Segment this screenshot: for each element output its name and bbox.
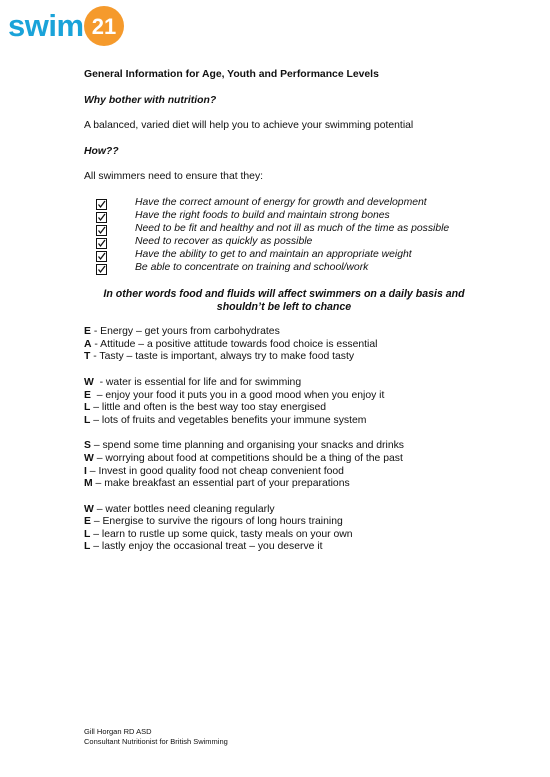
acronym-line [84,339,484,352]
checkbox-checked-icon [96,212,107,223]
checklist [84,197,484,275]
acronym-text: - Tasty – taste is important, always try to make food tasty [90,351,355,363]
swim21-logo [8,4,128,48]
logo-21-badge [82,4,126,48]
checklist-item [84,223,484,236]
acronym-text: – lots of fruits and vegetables benefits your immune system [90,414,367,426]
acronym-text: – enjoy your food it puts you in a good mood when you enjoy it [90,389,385,401]
checklist-item-text: Need to be fit and healthy and not ill as much of the time as possible [135,222,450,234]
checklist-item [84,236,484,249]
checklist-item [84,249,484,262]
checkbox-checked-icon [96,264,107,275]
acronym-letter: T [84,351,91,363]
callout-statement: In other words food and fluids will affect swimmers on a daily basis and shouldn’t be left to chance [103,287,465,313]
intro-text: A balanced, varied diet will help you to achieve your swimming potential [84,120,414,132]
checklist-item-text: Need to recover as quickly as possible [135,235,313,247]
author-footer [84,727,228,746]
acronym-well-2 [84,504,484,554]
acronym-line [84,466,484,479]
acronym-text: - Energy – get yours from carbohydrates [90,326,280,338]
acronym-text: - Attitude – a positive attitude towards food choice is essential [91,338,378,350]
acronym-text: – little and often is the best way too stay energised [90,402,327,414]
checklist-item [84,262,484,275]
checkbox-checked-icon [96,251,107,262]
acronym-line [84,377,484,390]
svg-text:21: 21 [91,14,117,39]
acronym-text: – learn to rustle up some quick, tasty meals on your own [90,528,353,540]
logo-wordmark: swim [8,8,84,43]
acronym-letter: W [84,503,94,515]
checklist-item-text: Have the right foods to build and maintain strong bones [135,209,390,221]
acronym-letter: W [84,376,94,388]
checklist-item-text: Be able to concentrate on training and school/work [135,261,369,273]
acronym-line [84,351,484,364]
author-role: Consultant Nutritionist for British Swimming [84,736,228,746]
acronym-text: – make breakfast an essential part of your preparations [92,478,350,490]
acronym-letter: A [84,338,92,350]
acronym-text: – Invest in good quality food not cheap convenient food [86,465,344,477]
acronym-letter: L [84,402,91,414]
page-title: General Information for Age, Youth and Performance Levels [84,69,379,80]
acronym-letter: S [84,440,91,452]
acronym-letter: E [84,389,91,401]
acronym-text: – worrying about food at competitions should be a thing of the past [93,452,403,464]
acronym-line [84,516,484,529]
question-why: Why bother with nutrition? [84,94,217,106]
acronym-well [84,377,484,427]
acronym-line [84,504,484,517]
acronym-text: – water bottles need cleaning regularly [93,503,275,515]
acronym-text: – Energise to survive the rigours of long hours training [90,516,343,528]
acronym-line [84,402,484,415]
acronym-text: - water is essential for life and for swimming [93,376,302,388]
acronym-letter: M [84,478,93,490]
acronym-line [84,541,484,554]
checklist-item-text: Have the ability to get to and maintain an appropriate weight [135,248,412,260]
checkbox-checked-icon [96,238,107,249]
acronym-line [84,326,484,339]
document-body [84,69,484,567]
acronym-text: – lastly enjoy the occasional treat – you deserve it [90,541,323,553]
acronym-swim [84,440,484,490]
acronym-letter: I [84,465,87,477]
acronym-letter: E [84,326,91,338]
acronym-line [84,453,484,466]
acronym-line [84,390,484,403]
acronym-eat [84,326,484,364]
checklist-item [84,210,484,223]
acronym-line [84,529,484,542]
acronym-line [84,440,484,453]
checklist-intro: All swimmers need to ensure that they: [84,171,264,183]
acronym-line [84,415,484,428]
checkbox-checked-icon [96,225,107,236]
checkbox-checked-icon [96,199,107,210]
acronym-letter: L [84,414,91,426]
checklist-item-text: Have the correct amount of energy for growth and development [135,196,427,208]
checklist-item [84,197,484,210]
acronym-letter: L [84,541,91,553]
question-how: How?? [84,145,119,157]
acronym-text: – spend some time planning and organising your snacks and drinks [90,440,404,452]
author-name: Gill Horgan RD ASD [84,727,152,736]
acronym-line [84,478,484,491]
acronym-letter: W [84,452,94,464]
acronym-letter: E [84,516,91,528]
acronym-letter: L [84,528,91,540]
